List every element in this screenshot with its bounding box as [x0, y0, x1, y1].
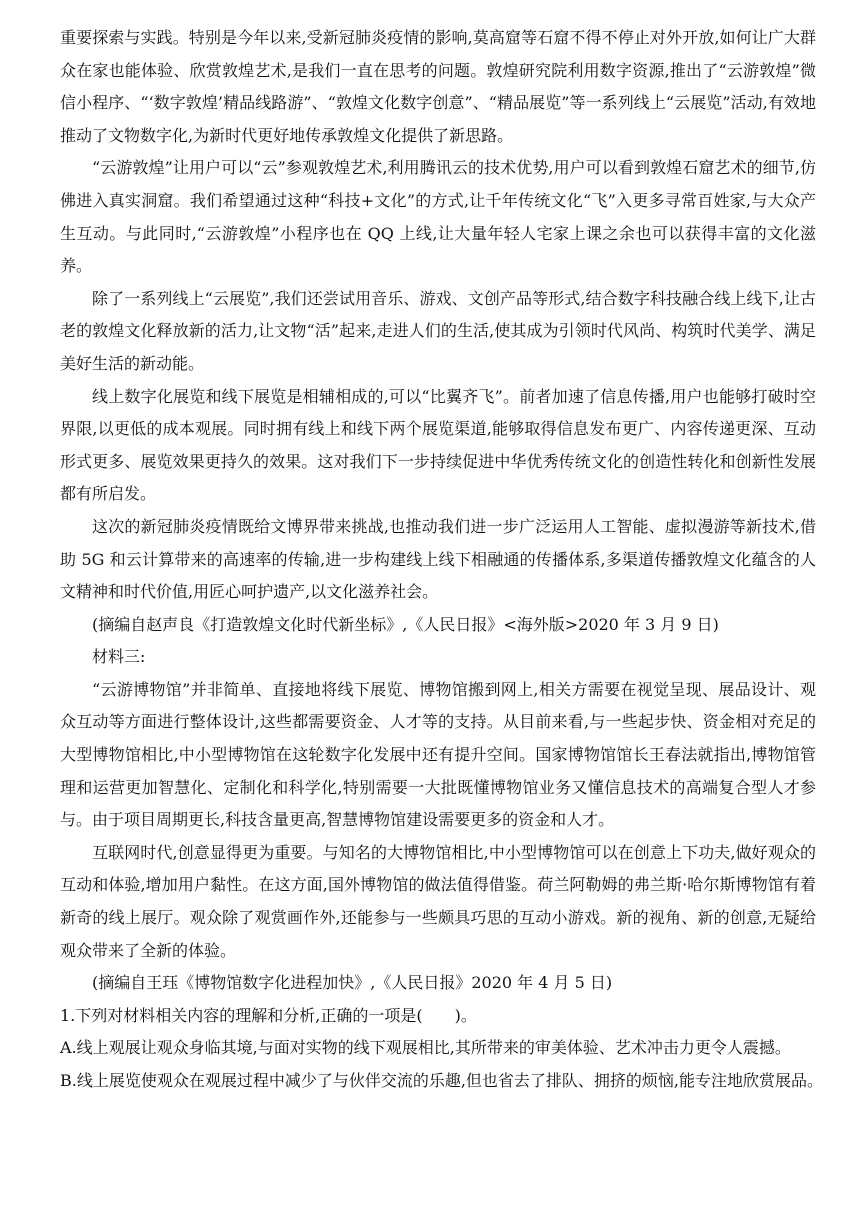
option-a: A.线上观展让观众身临其境,与面对实物的线下观展相比,其所带来的审美体验、艺术冲击力更令人震撼。 [60, 1038, 791, 1058]
material-3-paragraph-2: 互联网时代,创意显得更为重要。与知名的大博物馆相比,中小型博物馆可以在创意上下功夫,做好观众的互动和体验,增加用户黏性。在这方面,国外博物馆的做法值得借鉴。荷兰阿勒姆的弗兰斯·哈尔斯博物馆有着新奇的线上展厅。观众除了观赏画作外,还能参与一些颇具巧思的互动小游戏。新的视角、新的创意,无疑给观众带来了全新的体验。 [60, 842, 816, 960]
paragraph-3: 除了一系列线上“云展览”,我们还尝试用音乐、游戏、文创产品等形式,结合数字科技融合线上线下,让古老的敦煌文化释放新的活力,让文物“活”起来,走进人们的生活,使其成为引领时代风尚、构筑时代美学、满足美好生活的新动能。 [60, 288, 816, 373]
source-citation-2: (摘编自王珏《博物馆数字化进程加快》,《人民日报》2020 年 4 月 5 日) [92, 973, 613, 993]
option-b: B.线上展览使观众在观展过程中减少了与伙伴交流的乐趣,但也省去了排队、拥挤的烦恼,能专注地欣赏展品。 [60, 1071, 824, 1090]
material-3-heading: 材料三: [92, 647, 146, 667]
question-1: 1.下列对材料相关内容的理解和分析,正确的一项是( )。 [60, 1005, 477, 1025]
paragraph-4: 线上数字化展览和线下展览是相辅相成的,可以“比翼齐飞”。前者加速了信息传播,用户也能够打破时空界限,以更低的成本观展。同时拥有线上和线下两个展览渠道,能够取得信息发布更广、内容传递更深、互动形式更多、展览效果更持久的效果。这对我们下一步持续促进中华优秀传统文化的创造性转化和创新性发展都有所启发。 [60, 386, 816, 504]
source-citation-1: (摘编自赵声良《打造敦煌文化时代新坐标》,《人民日报》<海外版>2020 年 3 月 9 日) [92, 614, 719, 634]
material-3-paragraph-1: “云游博物馆”并非简单、直接地将线下展览、博物馆搬到网上,相关方需要在视觉呈现、展品设计、观众互动等方面进行整体设计,这些都需要资金、人才等的支持。从目前来看,与一些起步快、资金相对充足的大型博物馆相比,中小型博物馆在这轮数字化发展中还有提升空间。国家博物馆馆长王春法就指出,博物馆管理和运营更加智慧化、定制化和科学化,特别需要一大批既懂博物馆业务又懂信息技术的高端复合型人才参与。由于项目周期更长,科技含量更高,智慧博物馆建设需要更多的资金和人才。 [60, 679, 816, 830]
paragraph-2: “云游敦煌”让用户可以“云”参观敦煌艺术,利用腾讯云的技术优势,用户可以看到敦煌石窟艺术的细节,仿佛进入真实洞窟。我们希望通过这种“科技+文化”的方式,让千年传统文化“飞”入更多寻常百姓家,与大众产生互动。与此同时,“云游敦煌”小程序也在 QQ 上线,让大量年轻人宅家上课之余也可以获得丰富的文化滋养。 [60, 158, 816, 276]
paragraph-5: 这次的新冠肺炎疫情既给文博界带来挑战,也推动我们进一步广泛运用人工智能、虚拟漫游等新技术,借助 5G 和云计算带来的高速率的传输,进一步构建线上线下相融通的传播体系,多渠道传播敦煌文化蕴含的人文精神和时代价值,用匠心呵护遗产,以文化滋养社会。 [60, 516, 816, 602]
paragraph-1: 重要探索与实践。特别是今年以来,受新冠肺炎疫情的影响,莫高窟等石窟不得不停止对外开放,如何让广大群众在家也能体验、欣赏敦煌艺术,是我们一直在思考的问题。敦煌研究院利用数字资源,推出了“云游敦煌”微信小程序、“‘数字敦煌’精品线路游”、“敦煌文化数字创意”、“精品展览”等一系列线上“云展览”活动,有效地推动了文物数字化,为新时代更好地传承敦煌文化提供了新思路。 [60, 28, 816, 145]
